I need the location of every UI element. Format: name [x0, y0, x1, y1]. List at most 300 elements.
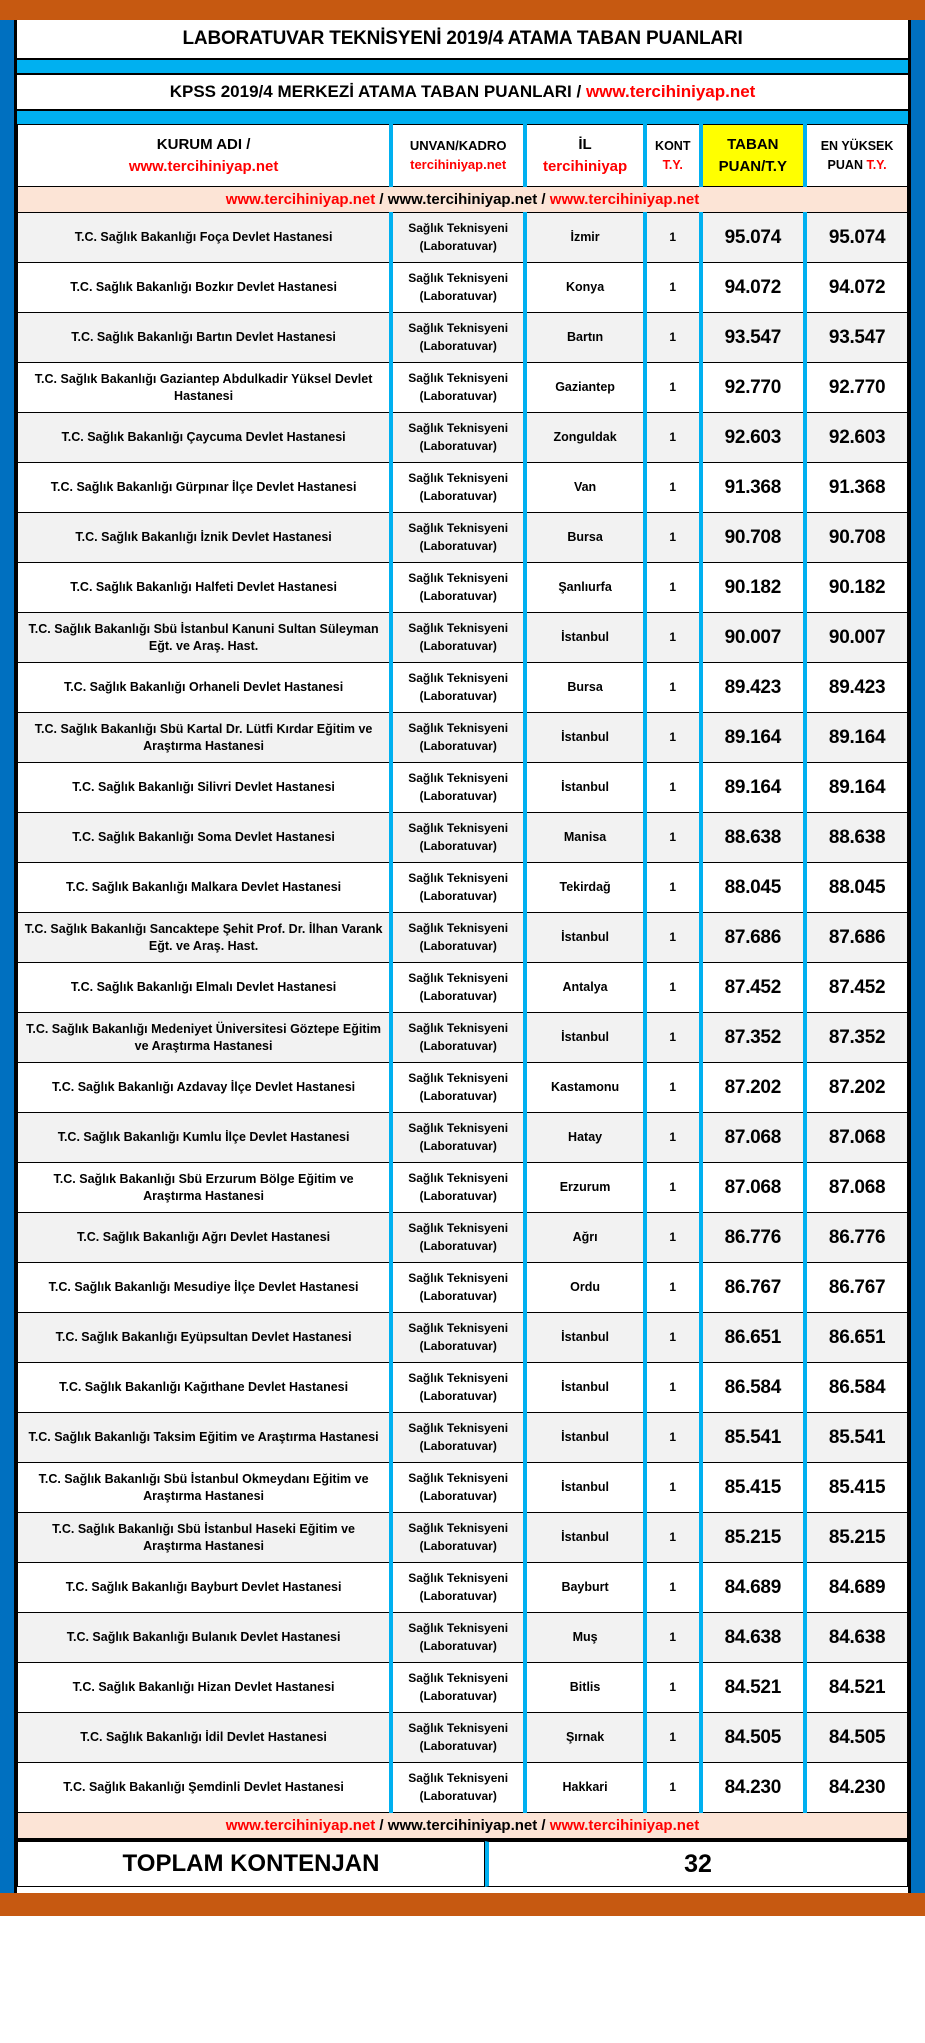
cell-kurum-adi: T.C. Sağlık Bakanlığı Silivri Devlet Hastanesi	[18, 763, 392, 813]
cell-taban-puan: 85.215	[701, 1513, 806, 1563]
table-row	[18, 313, 908, 363]
promo-top-sep1: /	[375, 191, 388, 208]
cell-unvan-line2: (Laboratuvar)	[419, 1388, 497, 1403]
table-row	[18, 463, 908, 513]
cell-unvan-kadro	[391, 563, 525, 613]
cell-unvan-line2: (Laboratuvar)	[419, 338, 497, 353]
cell-kontenjan: 1	[645, 1413, 701, 1463]
bottom-orange-band	[0, 1893, 925, 1916]
cell-kontenjan: 1	[645, 1463, 701, 1513]
cell-taban-puan: 84.638	[701, 1613, 806, 1663]
cell-il: Erzurum	[525, 1163, 645, 1213]
cell-taban-puan: 95.074	[701, 213, 806, 263]
cell-unvan-line2: (Laboratuvar)	[419, 988, 497, 1003]
cell-kurum-adi: T.C. Sağlık Bakanlığı Mesudiye İlçe Devlet Hastanesi	[18, 1263, 392, 1313]
cell-unvan-kadro	[391, 813, 525, 863]
cell-en-yuksek-puan: 90.007	[805, 613, 907, 663]
cell-kontenjan: 1	[645, 1113, 701, 1163]
cell-il: İstanbul	[525, 1413, 645, 1463]
promo-band-bottom-cell	[18, 1813, 908, 1839]
cell-taban-puan: 87.202	[701, 1063, 806, 1113]
cell-unvan-kadro	[391, 863, 525, 913]
cell-unvan-line1: Sağlık Teknisyeni	[408, 471, 509, 486]
cell-il: Hatay	[525, 1113, 645, 1163]
table-row	[18, 1413, 908, 1463]
cell-unvan-kadro	[391, 1563, 525, 1613]
cell-kurum-adi: T.C. Sağlık Bakanlığı Gürpınar İlçe Devlet Hastanesi	[18, 463, 392, 513]
promo-bottom-sep1: /	[375, 1817, 388, 1834]
cell-il: İstanbul	[525, 913, 645, 963]
cell-kurum-adi: T.C. Sağlık Bakanlığı İznik Devlet Hastanesi	[18, 513, 392, 563]
cell-il: Antalya	[525, 963, 645, 1013]
cell-kontenjan: 1	[645, 513, 701, 563]
cell-unvan-line1: Sağlık Teknisyeni	[408, 921, 509, 936]
promo-top-part2[interactable]: www.tercihiniyap.net	[387, 191, 538, 208]
cell-il: İstanbul	[525, 763, 645, 813]
cell-il: Van	[525, 463, 645, 513]
cell-taban-puan: 87.686	[701, 913, 806, 963]
cell-en-yuksek-puan: 89.164	[805, 713, 907, 763]
col-header-enyuksek-ty: T.Y.	[866, 157, 887, 172]
cell-unvan-line2: (Laboratuvar)	[419, 488, 497, 503]
cell-unvan-kadro	[391, 1663, 525, 1713]
cell-kontenjan: 1	[645, 1213, 701, 1263]
page-title: LABORATUVAR TEKNİSYENİ 2019/4 ATAMA TABAN PUANLARI	[182, 28, 743, 49]
cell-kontenjan: 1	[645, 763, 701, 813]
cell-unvan-line1: Sağlık Teknisyeni	[408, 321, 509, 336]
cell-kurum-adi: T.C. Sağlık Bakanlığı Bulanık Devlet Hastanesi	[18, 1613, 392, 1663]
col-header-kurum-line2: www.tercihiniyap.net	[128, 157, 279, 175]
cell-en-yuksek-puan: 87.352	[805, 1013, 907, 1063]
col-header-kont-line1: KONT	[655, 139, 691, 154]
cell-en-yuksek-puan: 86.767	[805, 1263, 907, 1313]
cell-unvan-kadro	[391, 613, 525, 663]
cell-unvan-line2: (Laboratuvar)	[419, 1188, 497, 1203]
cell-en-yuksek-puan: 87.452	[805, 963, 907, 1013]
cell-il: Bitlis	[525, 1663, 645, 1713]
total-value: 32	[485, 1841, 908, 1887]
cell-unvan-kadro	[391, 513, 525, 563]
cell-kurum-adi: T.C. Sağlık Bakanlığı Ağrı Devlet Hastanesi	[18, 1213, 392, 1263]
cell-il: Şırnak	[525, 1713, 645, 1763]
cell-taban-puan: 86.767	[701, 1263, 806, 1313]
cell-il: Bursa	[525, 663, 645, 713]
cell-unvan-kadro	[391, 913, 525, 963]
cell-unvan-line2: (Laboratuvar)	[419, 788, 497, 803]
cell-kontenjan: 1	[645, 1613, 701, 1663]
cell-unvan-line1: Sağlık Teknisyeni	[408, 371, 509, 386]
cell-il: Zonguldak	[525, 413, 645, 463]
cell-unvan-line1: Sağlık Teknisyeni	[408, 1421, 509, 1436]
cell-kurum-adi: T.C. Sağlık Bakanlığı Taksim Eğitim ve Araştırma Hastanesi	[18, 1413, 392, 1463]
cell-unvan-line2: (Laboratuvar)	[419, 438, 497, 453]
cell-unvan-line2: (Laboratuvar)	[419, 1788, 497, 1803]
cell-en-yuksek-puan: 89.423	[805, 663, 907, 713]
table-row	[18, 1313, 908, 1363]
cell-taban-puan: 91.368	[701, 463, 806, 513]
col-header-il	[525, 125, 645, 187]
cell-en-yuksek-puan: 89.164	[805, 763, 907, 813]
cyan-divider-bottom	[17, 111, 908, 124]
cell-il: Kastamonu	[525, 1063, 645, 1113]
cell-unvan-line1: Sağlık Teknisyeni	[408, 1621, 509, 1636]
cell-unvan-line2: (Laboratuvar)	[419, 838, 497, 853]
cell-unvan-kadro	[391, 1263, 525, 1313]
cell-kontenjan: 1	[645, 313, 701, 363]
cell-taban-puan: 92.603	[701, 413, 806, 463]
cell-kurum-adi: T.C. Sağlık Bakanlığı Gaziantep Abdulkadir Yüksel Devlet Hastanesi	[18, 363, 392, 413]
cell-il: İstanbul	[525, 1513, 645, 1563]
cell-en-yuksek-puan: 85.215	[805, 1513, 907, 1563]
subtitle	[170, 82, 756, 102]
cell-en-yuksek-puan: 85.541	[805, 1413, 907, 1463]
cell-en-yuksek-puan: 84.689	[805, 1563, 907, 1613]
cell-taban-puan: 86.651	[701, 1313, 806, 1363]
cell-il: Hakkari	[525, 1763, 645, 1813]
table-row	[18, 663, 908, 713]
cell-unvan-line1: Sağlık Teknisyeni	[408, 1271, 509, 1286]
cell-kontenjan: 1	[645, 1763, 701, 1813]
cell-kontenjan: 1	[645, 913, 701, 963]
subtitle-row	[17, 73, 908, 111]
cell-taban-puan: 89.164	[701, 763, 806, 813]
cell-kurum-adi: T.C. Sağlık Bakanlığı Bartın Devlet Hastanesi	[18, 313, 392, 363]
cell-kontenjan: 1	[645, 1163, 701, 1213]
cell-en-yuksek-puan: 94.072	[805, 263, 907, 313]
cell-en-yuksek-puan: 92.603	[805, 413, 907, 463]
table-row	[18, 763, 908, 813]
cell-il: İstanbul	[525, 1463, 645, 1513]
cell-unvan-line2: (Laboratuvar)	[419, 388, 497, 403]
cell-unvan-line2: (Laboratuvar)	[419, 888, 497, 903]
cell-unvan-line2: (Laboratuvar)	[419, 1638, 497, 1653]
col-header-kurum-line1: KURUM ADI /	[156, 135, 251, 153]
cell-il: Bayburt	[525, 1563, 645, 1613]
promo-top-sep2: /	[537, 191, 550, 208]
cell-unvan-line1: Sağlık Teknisyeni	[408, 571, 509, 586]
cell-kontenjan: 1	[645, 463, 701, 513]
col-header-kurum	[18, 125, 392, 187]
table-row	[18, 813, 908, 863]
cell-kontenjan: 1	[645, 263, 701, 313]
cell-kurum-adi: T.C. Sağlık Bakanlığı Malkara Devlet Hastanesi	[18, 863, 392, 913]
cell-unvan-line1: Sağlık Teknisyeni	[408, 1221, 509, 1236]
cell-unvan-kadro	[391, 1063, 525, 1113]
subtitle-main: KPSS 2019/4 MERKEZİ ATAMA TABAN PUANLARI /	[169, 82, 586, 101]
table-row	[18, 1013, 908, 1063]
cell-kontenjan: 1	[645, 413, 701, 463]
cell-unvan-kadro	[391, 413, 525, 463]
cell-unvan-line1: Sağlık Teknisyeni	[408, 771, 509, 786]
table-row	[18, 213, 908, 263]
cell-en-yuksek-puan: 90.708	[805, 513, 907, 563]
table-row	[18, 263, 908, 313]
table-row	[18, 1063, 908, 1113]
cell-taban-puan: 86.584	[701, 1363, 806, 1413]
cell-kurum-adi: T.C. Sağlık Bakanlığı Sbü İstanbul Okmeydanı Eğitim ve Araştırma Hastanesi	[18, 1463, 392, 1513]
cell-unvan-kadro	[391, 963, 525, 1013]
cell-kurum-adi: T.C. Sağlık Bakanlığı Çaycuma Devlet Hastanesi	[18, 413, 392, 463]
cell-kurum-adi: T.C. Sağlık Bakanlığı Şemdinli Devlet Hastanesi	[18, 1763, 392, 1813]
cell-kontenjan: 1	[645, 1263, 701, 1313]
cell-unvan-kadro	[391, 1313, 525, 1363]
promo-top-part1[interactable]: www.tercihiniyap.net	[225, 191, 376, 208]
cell-unvan-kadro	[391, 313, 525, 363]
cell-en-yuksek-puan: 92.770	[805, 363, 907, 413]
cell-unvan-line2: (Laboratuvar)	[419, 1688, 497, 1703]
cell-il: İstanbul	[525, 713, 645, 763]
cell-unvan-line1: Sağlık Teknisyeni	[408, 221, 509, 236]
cell-unvan-line1: Sağlık Teknisyeni	[408, 1371, 509, 1386]
cell-en-yuksek-puan: 85.415	[805, 1463, 907, 1513]
cell-unvan-line1: Sağlık Teknisyeni	[408, 1571, 509, 1586]
cell-unvan-line1: Sağlık Teknisyeni	[408, 271, 509, 286]
cell-kurum-adi: T.C. Sağlık Bakanlığı Hizan Devlet Hastanesi	[18, 1663, 392, 1713]
table-row	[18, 963, 908, 1013]
cell-en-yuksek-puan: 84.521	[805, 1663, 907, 1713]
col-header-enyuksek-line2	[810, 156, 904, 174]
cell-kurum-adi: T.C. Sağlık Bakanlığı Elmalı Devlet Hastanesi	[18, 963, 392, 1013]
cell-unvan-line1: Sağlık Teknisyeni	[408, 1471, 509, 1486]
table-row	[18, 513, 908, 563]
cell-unvan-line2: (Laboratuvar)	[419, 538, 497, 553]
cyan-divider-top	[17, 60, 908, 73]
cell-taban-puan: 86.776	[701, 1213, 806, 1263]
table-row	[18, 1663, 908, 1713]
cell-kontenjan: 1	[645, 1013, 701, 1063]
cell-en-yuksek-puan: 91.368	[805, 463, 907, 513]
table-body	[18, 187, 908, 1839]
table-row	[18, 1513, 908, 1563]
content-inner	[14, 20, 911, 1893]
cell-kurum-adi: T.C. Sağlık Bakanlığı Sbü İstanbul Kanuni Sultan Süleyman Eğt. ve Araş. Hast.	[18, 613, 392, 663]
col-header-il-line1: İL	[578, 135, 592, 153]
cell-en-yuksek-puan: 87.068	[805, 1113, 907, 1163]
cell-il: Konya	[525, 263, 645, 313]
cell-unvan-kadro	[391, 363, 525, 413]
cell-unvan-kadro	[391, 1113, 525, 1163]
cell-il: Gaziantep	[525, 363, 645, 413]
cell-unvan-line2: (Laboratuvar)	[419, 288, 497, 303]
bottom-pad	[17, 1887, 908, 1893]
table-row	[18, 1113, 908, 1163]
cell-unvan-line2: (Laboratuvar)	[419, 688, 497, 703]
table-row	[18, 1263, 908, 1313]
cell-unvan-line2: (Laboratuvar)	[419, 738, 497, 753]
table-row	[18, 413, 908, 463]
cell-unvan-line2: (Laboratuvar)	[419, 1088, 497, 1103]
table-row	[18, 1763, 908, 1813]
cell-en-yuksek-puan: 88.045	[805, 863, 907, 913]
cell-il: Şanlıurfa	[525, 563, 645, 613]
promo-bottom-part2[interactable]: www.tercihiniyap.net	[387, 1817, 538, 1834]
cell-unvan-line1: Sağlık Teknisyeni	[408, 1171, 509, 1186]
col-header-unvan-line2: tercihiniyap.net	[410, 156, 507, 172]
cell-unvan-kadro	[391, 663, 525, 713]
header-row	[18, 125, 908, 187]
cell-il: İstanbul	[525, 613, 645, 663]
promo-band-top-cell	[18, 187, 908, 213]
cell-il: Tekirdağ	[525, 863, 645, 913]
cell-unvan-kadro	[391, 1713, 525, 1763]
cell-unvan-line2: (Laboratuvar)	[419, 1488, 497, 1503]
cell-il: Ağrı	[525, 1213, 645, 1263]
table-row	[18, 1563, 908, 1613]
cell-il: Bursa	[525, 513, 645, 563]
table-row	[18, 1163, 908, 1213]
col-header-unvan-line1: UNVAN/KADRO	[409, 137, 507, 153]
cell-unvan-line2: (Laboratuvar)	[419, 238, 497, 253]
cell-unvan-kadro	[391, 1613, 525, 1663]
cell-kontenjan: 1	[645, 713, 701, 763]
cell-kontenjan: 1	[645, 563, 701, 613]
table-row	[18, 563, 908, 613]
content-frame	[0, 20, 925, 1893]
cell-en-yuksek-puan: 86.776	[805, 1213, 907, 1263]
cell-kurum-adi: T.C. Sağlık Bakanlığı Sbü Erzurum Bölge Eğitim ve Araştırma Hastanesi	[18, 1163, 392, 1213]
cell-taban-puan: 87.068	[701, 1163, 806, 1213]
cell-kurum-adi: T.C. Sağlık Bakanlığı Kağıthane Devlet Hastanesi	[18, 1363, 392, 1413]
cell-unvan-line1: Sağlık Teknisyeni	[408, 671, 509, 686]
cell-en-yuksek-puan: 84.230	[805, 1763, 907, 1813]
cell-il: İstanbul	[525, 1363, 645, 1413]
cell-taban-puan: 93.547	[701, 313, 806, 363]
cell-en-yuksek-puan: 84.638	[805, 1613, 907, 1663]
cell-kurum-adi: T.C. Sağlık Bakanlığı Bayburt Devlet Hastanesi	[18, 1563, 392, 1613]
cell-en-yuksek-puan: 87.068	[805, 1163, 907, 1213]
cell-unvan-line1: Sağlık Teknisyeni	[408, 621, 509, 636]
cell-kurum-adi: T.C. Sağlık Bakanlığı Sancaktepe Şehit Prof. Dr. İlhan Varank Eğt. ve Araş. Hast.	[18, 913, 392, 963]
cell-en-yuksek-puan: 90.182	[805, 563, 907, 613]
cell-unvan-line2: (Laboratuvar)	[419, 638, 497, 653]
cell-unvan-line1: Sağlık Teknisyeni	[408, 1521, 509, 1536]
cell-kontenjan: 1	[645, 663, 701, 713]
cell-taban-puan: 88.045	[701, 863, 806, 913]
cell-unvan-line1: Sağlık Teknisyeni	[408, 521, 509, 536]
cell-kurum-adi: T.C. Sağlık Bakanlığı Foça Devlet Hastanesi	[18, 213, 392, 263]
cell-taban-puan: 90.007	[701, 613, 806, 663]
cell-taban-puan: 84.230	[701, 1763, 806, 1813]
cell-il: Bartın	[525, 313, 645, 363]
cell-kontenjan: 1	[645, 863, 701, 913]
cell-kurum-adi: T.C. Sağlık Bakanlığı Orhaneli Devlet Hastanesi	[18, 663, 392, 713]
cell-kontenjan: 1	[645, 1513, 701, 1563]
cell-kontenjan: 1	[645, 1313, 701, 1363]
cell-unvan-line1: Sağlık Teknisyeni	[408, 1321, 509, 1336]
total-row	[17, 1839, 908, 1887]
cell-taban-puan: 89.164	[701, 713, 806, 763]
cell-taban-puan: 90.182	[701, 563, 806, 613]
cell-unvan-line1: Sağlık Teknisyeni	[408, 1671, 509, 1686]
cell-kurum-adi: T.C. Sağlık Bakanlığı Kumlu İlçe Devlet Hastanesi	[18, 1113, 392, 1163]
cell-taban-puan: 92.770	[701, 363, 806, 413]
cell-unvan-kadro	[391, 1213, 525, 1263]
promo-top-part3[interactable]: www.tercihiniyap.net	[549, 191, 700, 208]
cell-unvan-kadro	[391, 1363, 525, 1413]
cell-il: İzmir	[525, 213, 645, 263]
cell-unvan-line2: (Laboratuvar)	[419, 1038, 497, 1053]
cell-unvan-kadro	[391, 763, 525, 813]
cell-unvan-line1: Sağlık Teknisyeni	[408, 721, 509, 736]
scores-table	[17, 124, 908, 1839]
promo-bottom-part3[interactable]: www.tercihiniyap.net	[549, 1817, 700, 1834]
cell-unvan-line2: (Laboratuvar)	[419, 1288, 497, 1303]
table-row	[18, 1713, 908, 1763]
cell-unvan-line1: Sağlık Teknisyeni	[408, 1021, 509, 1036]
cell-taban-puan: 89.423	[701, 663, 806, 713]
cell-taban-puan: 88.638	[701, 813, 806, 863]
cell-unvan-kadro	[391, 1013, 525, 1063]
promo-band-bottom	[18, 1813, 908, 1839]
col-header-taban-line1: TABAN	[727, 135, 779, 153]
promo-bottom-sep2: /	[537, 1817, 550, 1834]
cell-kurum-adi: T.C. Sağlık Bakanlığı İdil Devlet Hastanesi	[18, 1713, 392, 1763]
cell-unvan-kadro	[391, 1413, 525, 1463]
cell-kontenjan: 1	[645, 213, 701, 263]
cell-taban-puan: 84.521	[701, 1663, 806, 1713]
cell-kurum-adi: T.C. Sağlık Bakanlığı Medeniyet Üniversitesi Göztepe Eğitim ve Araştırma Hastanesi	[18, 1013, 392, 1063]
cell-kurum-adi: T.C. Sağlık Bakanlığı Azdavay İlçe Devlet Hastanesi	[18, 1063, 392, 1113]
cell-unvan-line2: (Laboratuvar)	[419, 588, 497, 603]
cell-taban-puan: 87.068	[701, 1113, 806, 1163]
cell-unvan-line1: Sağlık Teknisyeni	[408, 1121, 509, 1136]
subtitle-site-link[interactable]: www.tercihiniyap.net	[585, 82, 756, 101]
cell-il: Manisa	[525, 813, 645, 863]
col-header-enyuksek-puan: PUAN	[827, 157, 867, 172]
col-header-unvan	[391, 125, 525, 187]
cell-unvan-line1: Sağlık Teknisyeni	[408, 1721, 509, 1736]
cell-kontenjan: 1	[645, 963, 701, 1013]
table-header	[18, 125, 908, 187]
cell-kontenjan: 1	[645, 1663, 701, 1713]
cell-unvan-line2: (Laboratuvar)	[419, 1438, 497, 1453]
table-row	[18, 1613, 908, 1663]
cell-kurum-adi: T.C. Sağlık Bakanlığı Bozkır Devlet Hastanesi	[18, 263, 392, 313]
cell-unvan-line2: (Laboratuvar)	[419, 1338, 497, 1353]
table-row	[18, 363, 908, 413]
cell-unvan-line1: Sağlık Teknisyeni	[408, 421, 509, 436]
cell-kurum-adi: T.C. Sağlık Bakanlığı Eyüpsultan Devlet Hastanesi	[18, 1313, 392, 1363]
cell-kontenjan: 1	[645, 1363, 701, 1413]
cell-kontenjan: 1	[645, 363, 701, 413]
cell-unvan-kadro	[391, 1763, 525, 1813]
promo-bottom-part1[interactable]: www.tercihiniyap.net	[225, 1817, 376, 1834]
table-row	[18, 913, 908, 963]
cell-en-yuksek-puan: 86.584	[805, 1363, 907, 1413]
cell-il: İstanbul	[525, 1013, 645, 1063]
col-header-kont	[645, 125, 701, 187]
cell-unvan-line1: Sağlık Teknisyeni	[408, 971, 509, 986]
table-row	[18, 1463, 908, 1513]
col-header-enyuksek-line1: EN YÜKSEK	[820, 139, 894, 154]
cell-unvan-line1: Sağlık Teknisyeni	[408, 821, 509, 836]
promo-band-top	[18, 187, 908, 213]
cell-unvan-line2: (Laboratuvar)	[419, 1538, 497, 1553]
cell-kontenjan: 1	[645, 613, 701, 663]
col-header-taban-line2: PUAN/T.Y	[718, 157, 787, 175]
cell-unvan-kadro	[391, 1163, 525, 1213]
cell-unvan-line2: (Laboratuvar)	[419, 1738, 497, 1753]
cell-taban-puan: 90.708	[701, 513, 806, 563]
cell-unvan-line2: (Laboratuvar)	[419, 1588, 497, 1603]
cell-en-yuksek-puan: 88.638	[805, 813, 907, 863]
cell-kontenjan: 1	[645, 1713, 701, 1763]
cell-il: İstanbul	[525, 1313, 645, 1363]
cell-unvan-kadro	[391, 463, 525, 513]
left-blue-rail	[0, 20, 14, 1893]
cell-taban-puan: 87.352	[701, 1013, 806, 1063]
cell-il: Muş	[525, 1613, 645, 1663]
